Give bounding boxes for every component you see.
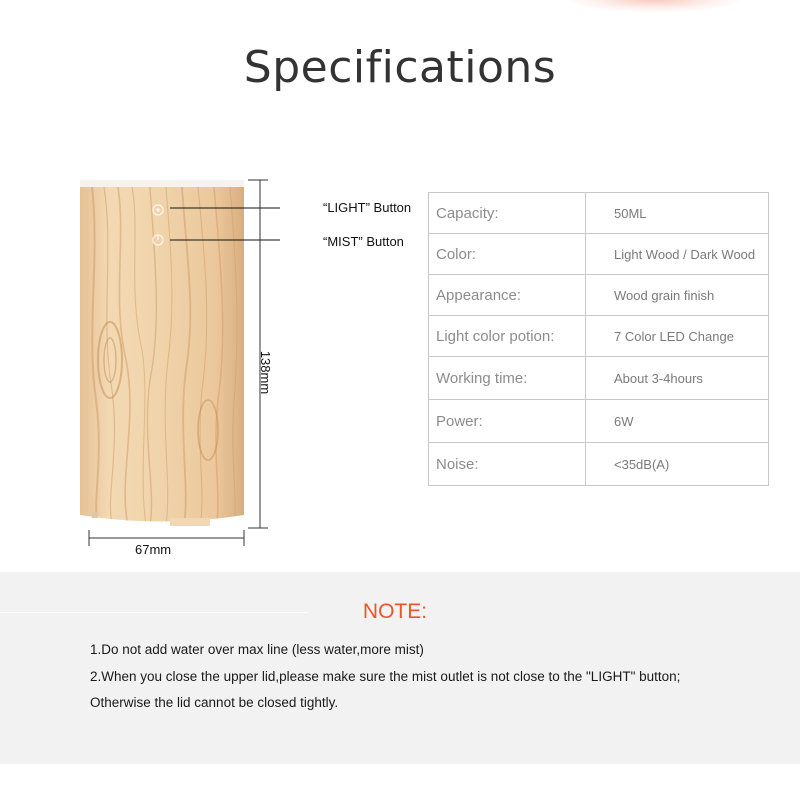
note-line-1: 1.Do not add water over max line (less water,more mist) (90, 642, 424, 657)
note-line-3: Otherwise the lid cannot be closed tightly. (90, 695, 339, 710)
spec-label: Light color potion: (429, 316, 586, 357)
width-label: 67mm (135, 542, 172, 557)
table-row (429, 234, 769, 275)
spec-value: 7 Color LED Change (586, 316, 769, 357)
light-button-label: “LIGHT” Button (323, 200, 412, 215)
spec-value: Light Wood / Dark Wood (586, 234, 769, 275)
table-row (429, 316, 769, 357)
table-row (429, 193, 769, 234)
diffuser-foot-left (92, 512, 98, 518)
top-decorative-glow (570, 0, 740, 12)
spec-value: 6W (586, 400, 769, 443)
spec-value: Wood grain finish (586, 275, 769, 316)
table-row (429, 400, 769, 443)
spec-value: About 3-4hours (586, 357, 769, 400)
height-label: 138mm (258, 350, 274, 395)
specs-table (428, 192, 769, 486)
note-line-2: 2.When you close the upper lid,please make sure the mist outlet is not close to the "LIGHT" button; (90, 669, 681, 684)
spec-label: Power: (429, 400, 586, 443)
spec-label: Capacity: (429, 193, 586, 234)
note-title: NOTE: (362, 600, 428, 623)
spec-label: Color: (429, 234, 586, 275)
spec-value: 50ML (586, 193, 769, 234)
table-row (429, 357, 769, 400)
table-row (429, 443, 769, 486)
diffuser-lid (80, 180, 244, 188)
diffuser-diagram (0, 0, 280, 570)
diffuser-foot-right (170, 518, 210, 526)
spec-label: Appearance: (429, 275, 586, 316)
spec-value: <35dB(A) (586, 443, 769, 486)
mist-button-label: “MIST” Button (323, 234, 404, 249)
table-row (429, 275, 769, 316)
spec-label: Working time: (429, 357, 586, 400)
page-title: Specifications (243, 42, 557, 93)
spec-label: Noise: (429, 443, 586, 486)
